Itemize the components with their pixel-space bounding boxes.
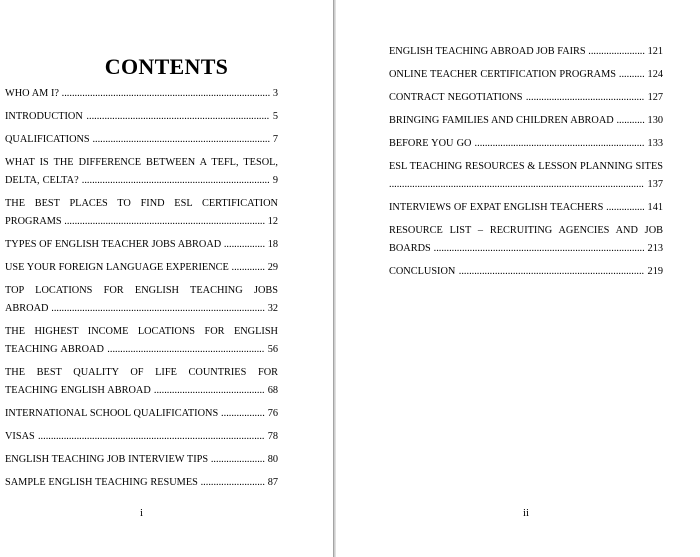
- toc-entry: [5, 428, 278, 446]
- dot-leader: ................: [221, 239, 268, 250]
- dot-leader: ...................................................................................................: [389, 179, 648, 190]
- toc-entry-title: VISAS: [5, 431, 35, 442]
- dot-leader: ..................................................................: [471, 138, 648, 149]
- toc-entry-page-number: 78: [267, 431, 278, 442]
- toc-entry-page-number: 9: [272, 175, 278, 186]
- toc-entry-title: ENGLISH TEACHING ABROAD JOB FAIRS: [389, 46, 586, 57]
- toc-entry-title: THE HIGHEST INCOME LOCATIONS FOR ENGLISH TEACHING ABROAD: [5, 326, 278, 355]
- contents-heading: CONTENTS: [104, 54, 229, 79]
- toc-entry: [5, 451, 278, 469]
- toc-entry: [389, 135, 663, 153]
- toc-entry-page-number: 29: [267, 262, 278, 273]
- toc-entry: [389, 263, 663, 281]
- toc-entry-page-number: 133: [647, 138, 663, 149]
- dot-leader: .........................: [197, 477, 268, 488]
- dot-leader: .........................................................................: [78, 175, 273, 186]
- toc-entry: [5, 405, 278, 423]
- page-number-right: ii: [522, 507, 530, 519]
- toc-entry-title: BEFORE YOU GO: [389, 138, 472, 149]
- dot-leader: ........................................................................................: [34, 431, 268, 442]
- toc-entry-title: CONCLUSION: [389, 266, 456, 277]
- dot-leader: .....................................................................: [89, 134, 273, 145]
- toc-entry-page-number: 7: [272, 134, 278, 145]
- toc-entry-title: INTRODUCTION: [5, 111, 83, 122]
- toc-entry: [389, 112, 663, 130]
- toc-entry-title: USE YOUR FOREIGN LANGUAGE EXPERIENCE: [5, 262, 229, 273]
- toc-entry: [5, 154, 278, 190]
- toc-entry-page-number: 219: [647, 266, 663, 277]
- toc-entry-page-number: 68: [267, 385, 278, 396]
- dot-leader: ..............................................: [522, 92, 648, 103]
- dot-leader: ...........................................: [150, 385, 268, 396]
- toc-entry-title: TYPES OF ENGLISH TEACHER JOBS ABROAD: [5, 239, 222, 250]
- dot-leader: ...........: [613, 115, 648, 126]
- toc-entry-page-number: 121: [647, 46, 664, 57]
- toc-entry-page-number: 32: [267, 303, 278, 314]
- toc-entry-title: CONTRACT NEGOTIATIONS: [389, 92, 523, 103]
- toc-entry-page-number: 3: [272, 88, 278, 99]
- dot-leader: ...................................................................................: [48, 303, 268, 314]
- toc-entry: [389, 222, 663, 258]
- toc-entry-page-number: 12: [267, 216, 278, 227]
- dot-leader: .................: [218, 408, 268, 419]
- toc-entry-page-number: 130: [647, 115, 663, 126]
- toc-entry-page-number: 87: [267, 477, 278, 488]
- toc-entry-title: ONLINE TEACHER CERTIFICATION PROGRAMS: [389, 69, 616, 80]
- toc-entry-title: TOP LOCATIONS FOR ENGLISH TEACHING JOBS ABROAD: [5, 285, 278, 314]
- toc-entry-title: THE BEST QUALITY OF LIFE COUNTRIES FOR TEACHING ENGLISH ABROAD: [5, 367, 278, 396]
- toc-entry-title: ESL TEACHING RESOURCES & LESSON PLANNING SITES: [389, 161, 663, 172]
- toc-entry: [5, 364, 278, 400]
- toc-entry-page-number: 80: [267, 454, 278, 465]
- toc-entry-title: SAMPLE ENGLISH TEACHING RESUMES: [5, 477, 198, 488]
- toc-entry: [5, 236, 278, 254]
- toc-entry-page-number: 127: [647, 92, 664, 103]
- toc-entry-title: RESOURCE LIST – RECRUITING AGENCIES AND JOB BOARDS: [389, 225, 663, 254]
- toc-entry-page-number: 5: [272, 111, 278, 122]
- toc-entry-title: INTERVIEWS OF EXPAT ENGLISH TEACHERS: [389, 202, 604, 213]
- toc-entry: [389, 43, 663, 61]
- toc-entry: [5, 474, 278, 492]
- dot-leader: ..........: [616, 69, 648, 80]
- dot-leader: ........................................................................: [455, 266, 648, 277]
- toc-entry: [389, 199, 663, 217]
- dot-leader: ..................................................................................: [430, 243, 648, 254]
- toc-entry-page-number: 137: [647, 179, 663, 190]
- dot-leader: ..............................................................................: [61, 216, 268, 227]
- toc-entry: [389, 66, 663, 84]
- dot-leader: .............................................................: [103, 344, 268, 355]
- toc-entry-title: INTERNATIONAL SCHOOL QUALIFICATIONS: [5, 408, 219, 419]
- toc-entry-title: ENGLISH TEACHING JOB INTERVIEW TIPS: [5, 454, 209, 465]
- toc-entry: [389, 158, 663, 194]
- dot-leader: ......................: [585, 46, 648, 57]
- toc-entry-title: WHO AM I?: [5, 88, 59, 99]
- toc-entry-page-number: 141: [647, 202, 663, 213]
- dot-leader: .................................................................................: [58, 88, 273, 99]
- toc-entry: [5, 259, 278, 277]
- toc-entry-title: QUALIFICATIONS: [5, 134, 90, 145]
- page-number-left: i: [139, 507, 144, 519]
- toc-entry: [5, 282, 278, 318]
- dot-leader: ...............: [603, 202, 648, 213]
- toc-entry: [5, 195, 278, 231]
- dot-leader: .......................................................................: [82, 111, 273, 122]
- toc-entry-title: BRINGING FAMILIES AND CHILDREN ABROAD: [389, 115, 614, 126]
- toc-entry-page-number: 213: [647, 243, 663, 254]
- toc-entry-title: WHAT IS THE DIFFERENCE BETWEEN A TEFL, TESOL, DELTA, CELTA?: [5, 157, 278, 186]
- toc-entry: [389, 89, 663, 107]
- toc-entry-page-number: 124: [647, 69, 663, 80]
- toc-entry: [5, 85, 278, 103]
- dot-leader: .............: [228, 262, 268, 273]
- toc-list-right: [389, 43, 663, 286]
- toc-entry: [5, 131, 278, 149]
- toc-entry-page-number: 76: [267, 408, 278, 419]
- toc-entry-page-number: 18: [267, 239, 278, 250]
- toc-entry-title: THE BEST PLACES TO FIND ESL CERTIFICATION PROGRAMS: [5, 198, 278, 227]
- toc-entry-page-number: 56: [267, 344, 278, 355]
- toc-list-left: [5, 85, 278, 497]
- left-page: [0, 0, 333, 557]
- toc-entry: [5, 108, 278, 126]
- dot-leader: .....................: [208, 454, 268, 465]
- toc-entry: [5, 323, 278, 359]
